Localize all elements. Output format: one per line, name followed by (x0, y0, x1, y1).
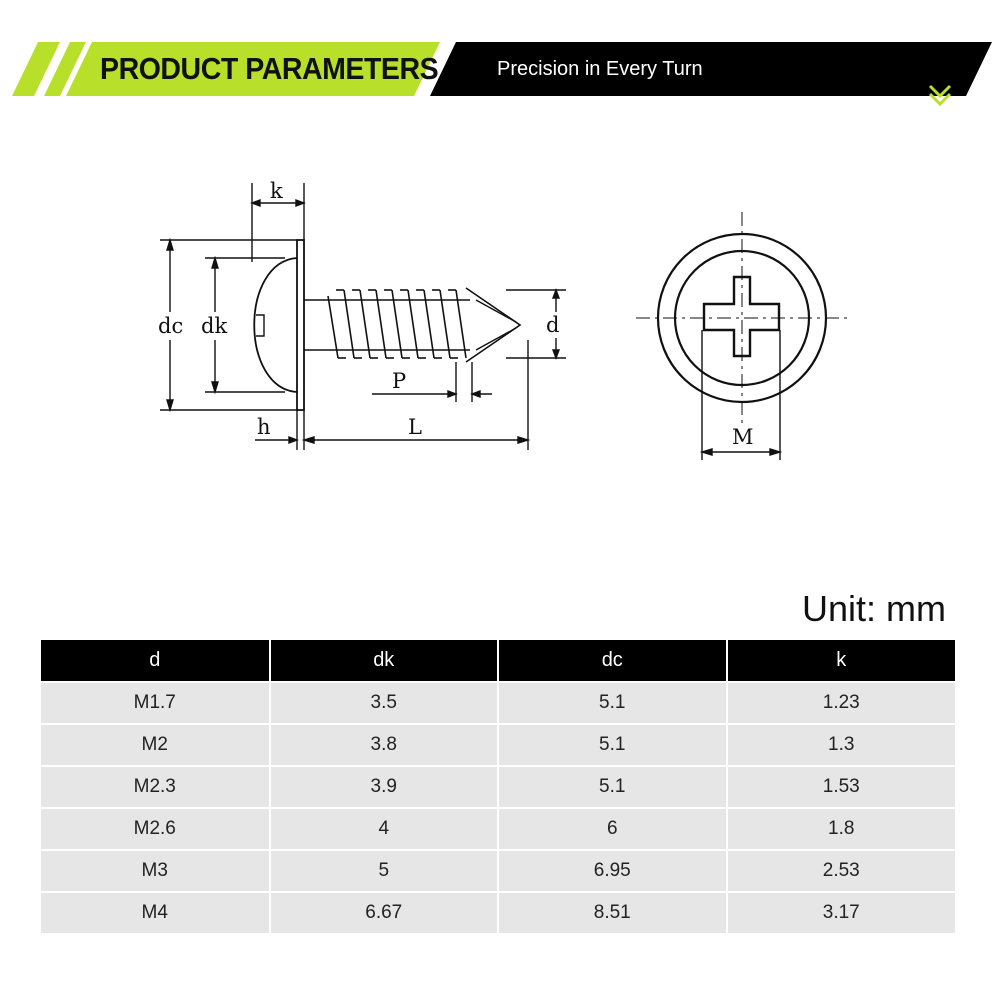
table-cell: M1.7 (41, 682, 270, 724)
table-cell: 4 (270, 808, 499, 850)
dim-label-h: h (257, 415, 271, 439)
table-row (41, 682, 955, 724)
table-row (41, 892, 955, 933)
table-cell: 5.1 (498, 682, 727, 724)
table-row (41, 766, 955, 808)
table-cell: 3.17 (727, 892, 956, 933)
table-cell: 6.95 (498, 850, 727, 892)
parameter-table (41, 640, 955, 933)
screw-head-dome (254, 258, 297, 392)
screw-head-slot (256, 315, 264, 336)
table-cell: M3 (41, 850, 270, 892)
header-banner (0, 0, 1000, 110)
dim-label-P: P (392, 369, 407, 393)
table-cell: M2 (41, 724, 270, 766)
table-row (41, 724, 955, 766)
dim-label-dk: dk (201, 314, 228, 338)
table-cell: 3.9 (270, 766, 499, 808)
table-cell: 6 (498, 808, 727, 850)
table-cell: 1.23 (727, 682, 956, 724)
dim-label-d: d (546, 313, 560, 337)
table-cell: M4 (41, 892, 270, 933)
phillips-cross-recess (704, 277, 779, 356)
table-cell: 5.1 (498, 766, 727, 808)
table-cell: 1.53 (727, 766, 956, 808)
column-header: k (727, 640, 956, 682)
table-cell: 8.51 (498, 892, 727, 933)
screw-tip (466, 288, 520, 362)
unit-label: Unit: mm (802, 588, 946, 629)
washer-flange (297, 240, 304, 410)
table-cell: 3.8 (270, 724, 499, 766)
column-header: d (41, 640, 270, 682)
tagline: Precision in Every Turn (497, 58, 703, 80)
page-title: PRODUCT PARAMETERS (100, 51, 439, 86)
table-cell: M2.6 (41, 808, 270, 850)
table-cell: 6.67 (270, 892, 499, 933)
column-header: dk (270, 640, 499, 682)
dim-label-M: M (732, 425, 754, 449)
table-cell: 5.1 (498, 724, 727, 766)
table-cell: 1.3 (727, 724, 956, 766)
table-header-row (41, 640, 955, 682)
column-header: dc (498, 640, 727, 682)
table-cell: 2.53 (727, 850, 956, 892)
screw-technical-drawing (120, 160, 880, 480)
table-row (41, 808, 955, 850)
dim-label-dc: dc (158, 314, 184, 338)
dim-label-k: k (270, 179, 283, 203)
table-row (41, 850, 955, 892)
table-cell: 3.5 (270, 682, 499, 724)
dim-label-L: L (408, 415, 422, 439)
table-cell: M2.3 (41, 766, 270, 808)
table-cell: 5 (270, 850, 499, 892)
table-cell: 1.8 (727, 808, 956, 850)
